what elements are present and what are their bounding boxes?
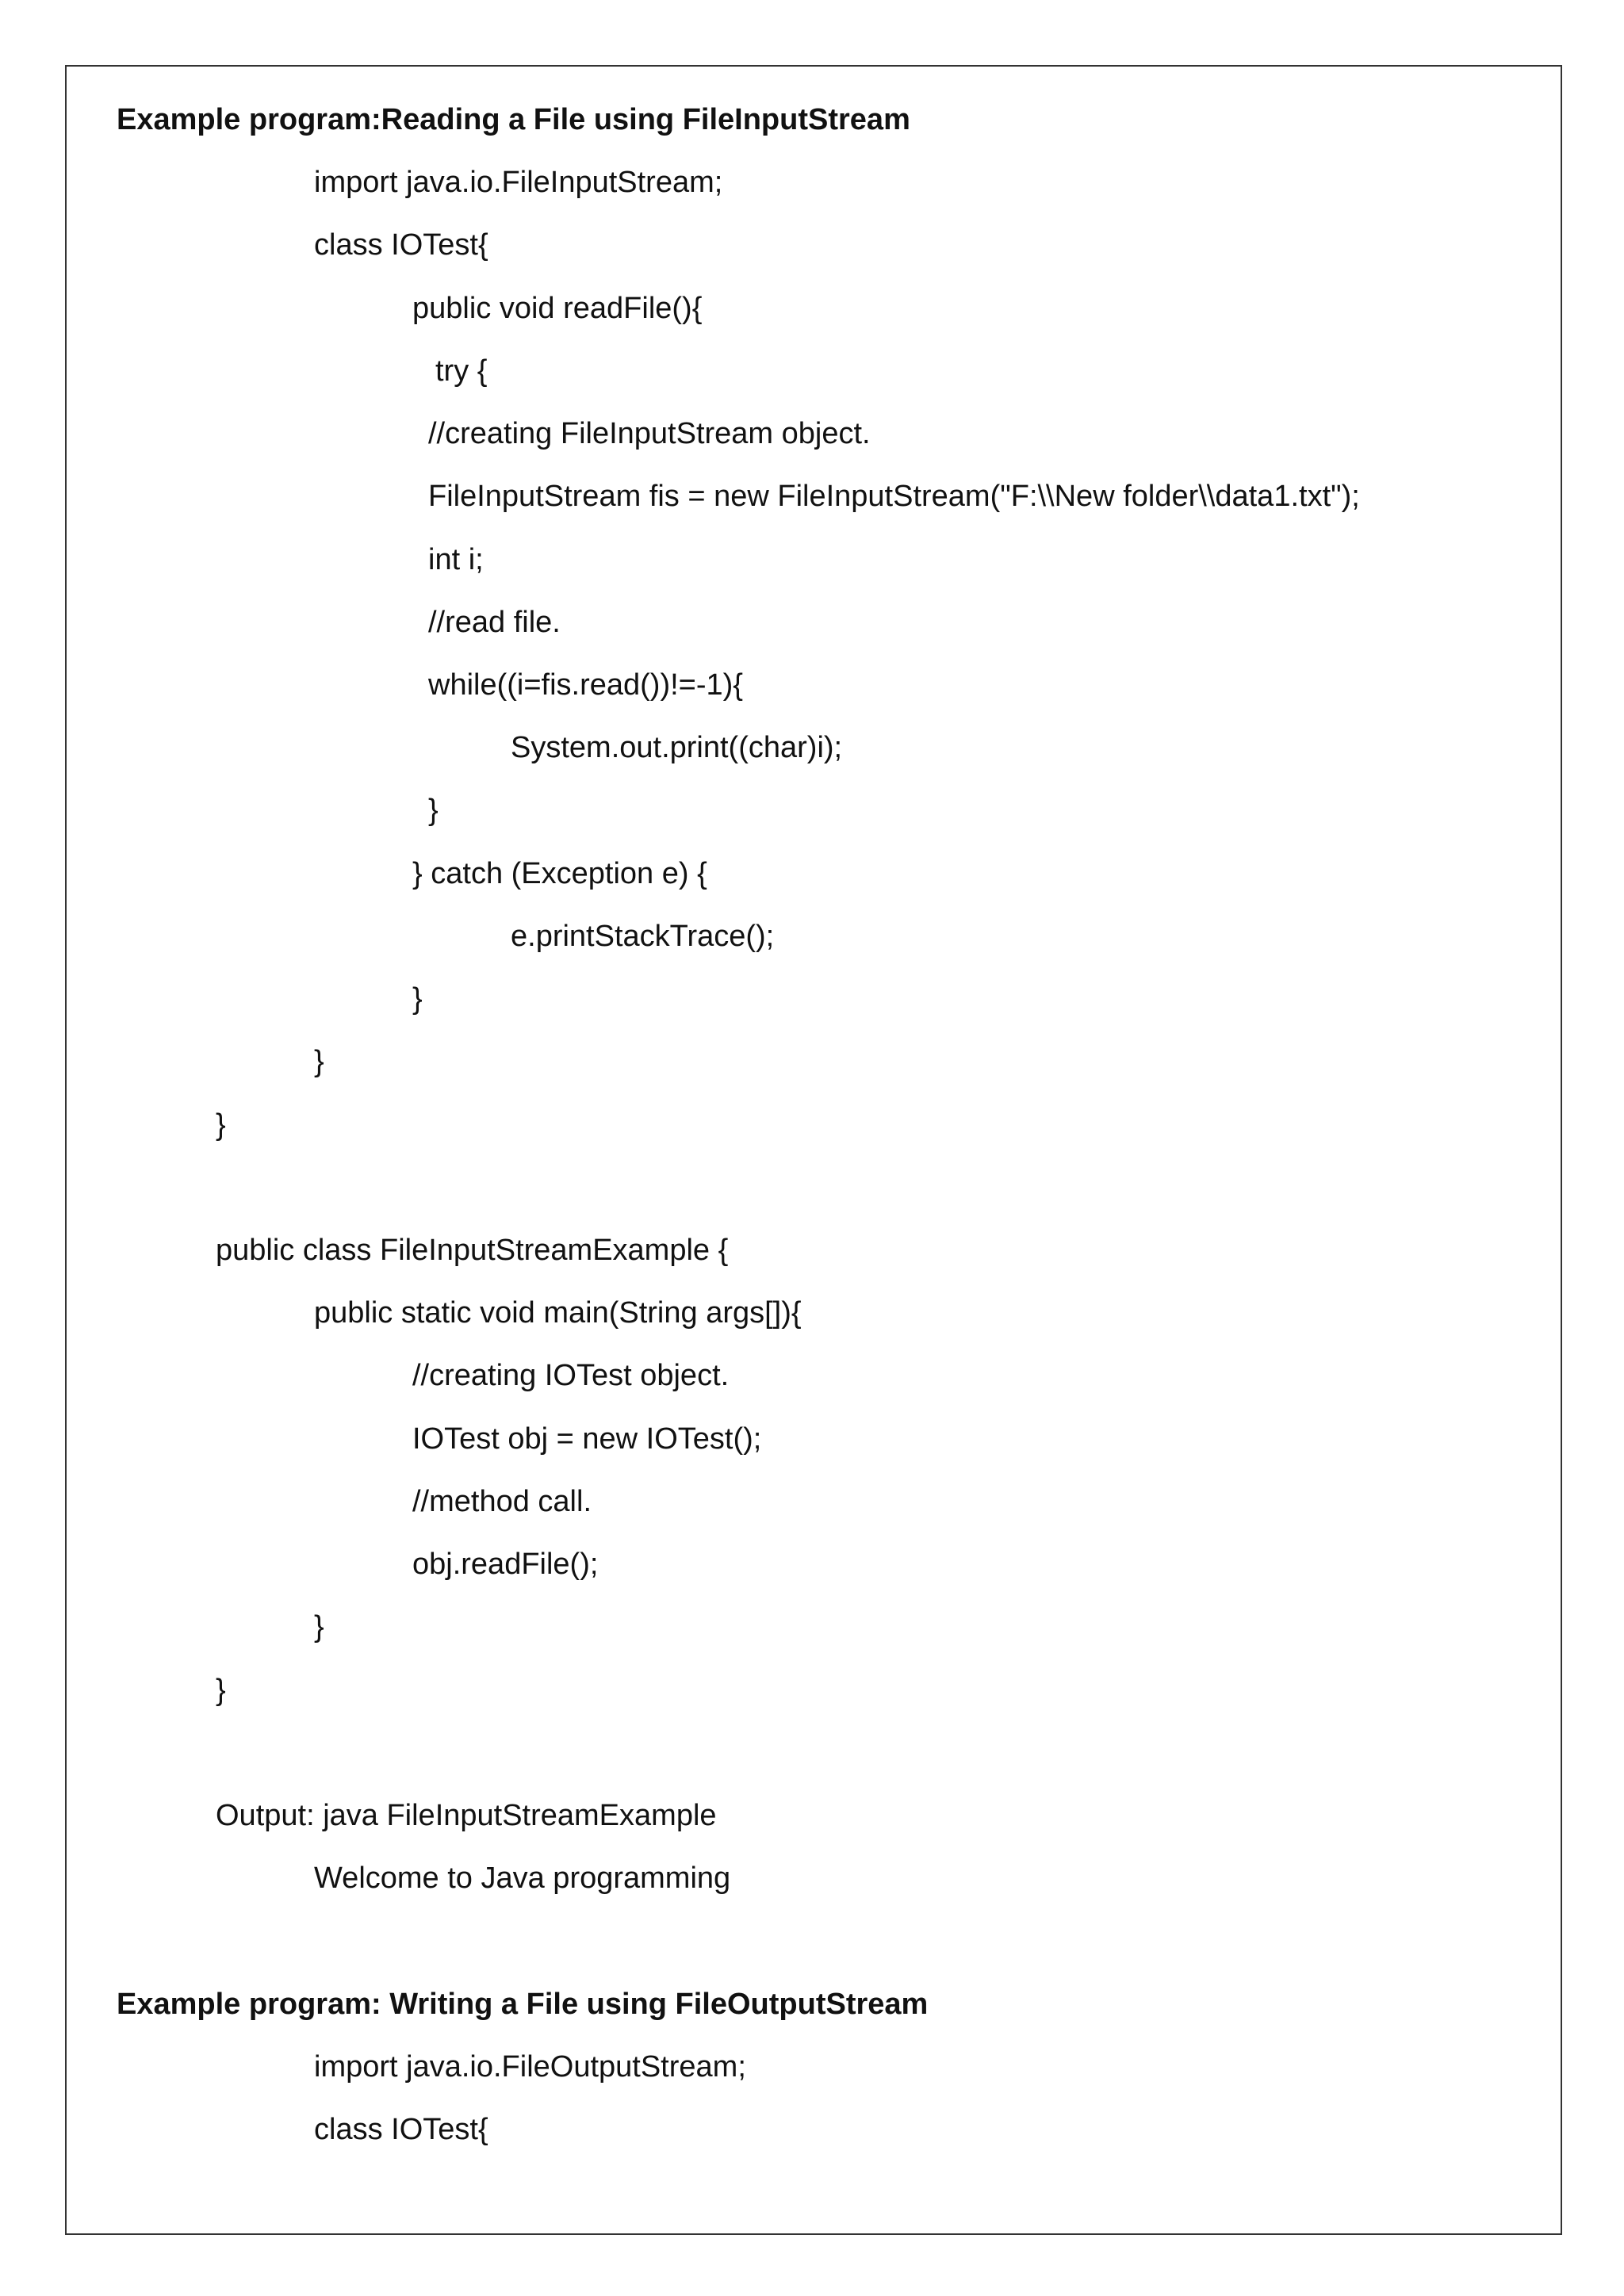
code-comment: //creating IOTest object.	[412, 1359, 730, 1392]
code-line: import java.io.FileInputStream;	[314, 166, 723, 199]
code-line: }	[216, 1674, 226, 1707]
page-border	[65, 65, 1562, 2235]
code-line: class IOTest{	[314, 228, 488, 262]
code-line: IOTest obj = new IOTest();	[412, 1422, 762, 1456]
code-comment: //method call.	[412, 1485, 592, 1518]
code-line: public static void main(String args[]){	[314, 1296, 802, 1330]
code-line: public class FileInputStreamExample {	[216, 1234, 729, 1267]
code-line: }	[428, 794, 439, 827]
code-comment: //read file.	[428, 606, 561, 639]
code-comment: //creating FileInputStream object.	[428, 417, 871, 450]
output-label: Output: java FileInputStreamExample	[216, 1799, 717, 1832]
code-line: System.out.print((char)i);	[511, 731, 843, 764]
code-line: while((i=fis.read())!=-1){	[428, 668, 743, 702]
code-line: class IOTest{	[314, 2113, 488, 2146]
code-line: }	[314, 1045, 324, 1078]
code-line: try {	[435, 354, 488, 388]
code-line: }	[314, 1610, 324, 1644]
code-line: } catch (Exception e) {	[412, 857, 707, 890]
code-line: FileInputStream fis = new FileInputStream("F:\\New folder\\data1.txt");	[428, 480, 1360, 513]
output-text: Welcome to Java programming	[314, 1862, 731, 1895]
code-line: e.printStackTrace();	[511, 920, 775, 953]
code-line: }	[216, 1108, 226, 1142]
code-line: }	[412, 982, 423, 1016]
code-line: int i;	[428, 543, 484, 576]
code-line: obj.readFile();	[412, 1548, 599, 1581]
code-line: import java.io.FileOutputStream;	[314, 2050, 746, 2084]
section-heading-reading: Example program:Reading a File using FileInputStream	[117, 103, 910, 136]
code-line: public void readFile(){	[412, 292, 703, 325]
section-heading-writing: Example program: Writing a File using FileOutputStream	[117, 1988, 929, 2021]
